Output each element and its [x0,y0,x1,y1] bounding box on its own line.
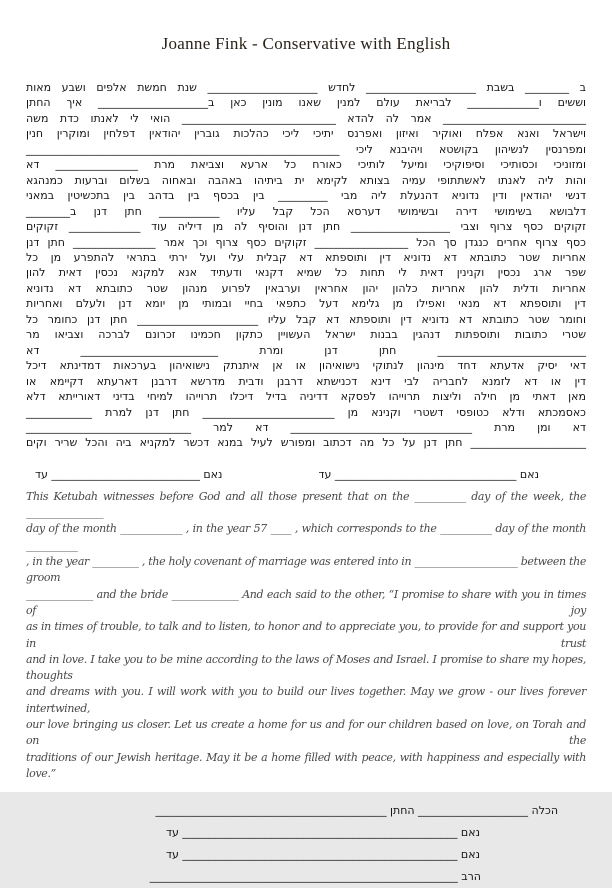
english-line: as in times of trouble, to talk and to listen, to honor and to appreciate you, to provide for and support you in trust [26,620,586,650]
english-line: and in love. I take you to be mine according to the laws of Moses and Israel. I promise to share my hopes, thoughts [26,652,586,683]
hebrew-line: אחריות שטר כתובתא דא נדוניא דין ותוספתא דא קבלית עלי ועל ירתי בתראי להתפרע מן כל [26,250,586,264]
hebrew-line: זקוקים כסף צרוף וצבי __________________ חתן דנן והוסיף לה מן דיליה עוד _____________ זקוקים [26,220,586,234]
english-line: our love bringing us closer. Let us create a home for us and for our children based on love, on Torah and on the [26,718,586,748]
witness-signature-row-2: נאם __________________________________________________ עד [166,848,480,862]
hebrew-line: ___________________________ חתן דנן ומרת _________________________ דא [26,343,586,357]
hebrew-line: וששים ו_____________ לבריאת עולם למנין שאנו מונין כאן ב____________________ איך החתן [26,96,586,110]
hebrew-line: שטרי כתובות ותוספתות דנהגין בבנות ישראל העשויין כתקון חכמינו זכרונם לברכה וצביאו מר [26,328,586,342]
hebrew-line: שפר ארג נכסין וקנינין דאית לי תחות כל שמיא דקנאי ודעתיד אנא למקנא נכסין דאית להון [26,266,586,280]
witness-signature-line-right: נאם _________________________________ עד [318,467,539,481]
hebrew-line: ומזוניכי וכסותיכי וסיפוקיכי ומיעל לותיכי כאורח כל ארעא וצביאת מרת _______________ דא [26,158,586,172]
bride-groom-signature-row: הכלה ____________________ החתן __________________________________________ [155,804,558,818]
english-line: day of the month ____________ , in the year 57 ____ , which corresponds to the __________ day of the month __________ [26,522,586,552]
english-line: traditions of our Jewish heritage. May it be a home filled with peace, with happiness and especially with love.” [26,750,586,780]
hebrew-line: דנשי יהודאין ודין נדוניא דהנעלת ליה מבי _________ בין בכסף בין בדהב בין בתכשיטין במאני [26,189,586,203]
hebrew-line: ב ________ בשבת ____________________ לחדש ____________________ שנת חמשת אלפים ושבע מאות [26,81,586,94]
hebrew-line: כאסמכתא ודלא כטופסי דשטרי וקנינא מן ________________________ חתן דנן למרת ____________ [26,405,586,419]
witness-signature-line-left: נאם ___________________________ עד [35,467,223,481]
hebrew-line: דא ומן מרת _________________________________ דא למר ______________________________ [26,420,586,434]
hebrew-line: _____________________ חתן דנן על כל מה דכתוב ומפורש לעיל במנא דכשר למקניא ביה והכל שריר וקים [26,436,586,450]
english-line: and dreams with you. I will work with you to build our lives together. May we grow - our lives forever intertwined, [26,685,586,715]
hebrew-line: דין ותוספתא דא מנאי ואפילו מן גלימא דעל כתפאי בחיי ובמותי מן יומא דנן ולעלם ואחריות [26,297,586,311]
english-line: _____________ and the bride _____________ And each said to the other, “I promise to share with you in times of joy [26,587,586,617]
hebrew-ketubah-paragraph [26,80,586,451]
hebrew-line: דלבושא בשימושי דירה ובשימושי דערסא הכל קבל עליו ___________ חתן דנן ב________ [26,204,586,218]
hebrew-line: דין או דא לזמנא לחבריה לבי דינא דכנישתא דרבנן ודבית מדרשא דרבנן דארעתא דקיימא או [26,374,586,388]
hebrew-line: ומפרנסין לנשיהון בקושטא ויהיבנא ליכי _________________________________________________________ [26,142,586,156]
document-title: Joanne Fink - Conservative with English [161,34,451,53]
hebrew-line: אחריות ודלית להון אחריות כלהון יהון אחראין וערבאין לפרוע מנהון שטר כתובתא דא נדוניא [26,281,586,295]
witness-signature-row-1: נאם __________________________________________________ עד [166,826,480,840]
hebrew-line: __________________________ אמר לה להדא ____________________________ הואי לי לאנתו כדת משה [26,111,586,125]
hebrew-line: והות ליה לאנתו לאשתתופי עמיה בצותא לקימא ית ביתיהו באהבה ובאחוה בשלום וברעות כמנהגא [26,173,586,187]
hebrew-line: כסף צרוף אחרים כנגדן סך הכל _________________ זקוקים כסף צרוף וכך אמר _______________ חתן דנן [26,235,586,249]
rabbi-signature-row: הרב ________________________________________________________ [149,870,481,884]
hebrew-line: וישראל ואנא אפלח ואוקיר ואיזון ואפרנס יתיכי ליכי כהלכות גוברין יהודאין דפלחין ומוקרין חנין [26,127,586,141]
signature-block [26,800,586,888]
hebrew-line: מאן דאתי מן חילה וליצות תרוייהו לפסקא דדיניה בדיל דיכלו תרוייהו למיחי בדיני דאורייתא דלא [26,390,586,404]
english-line: , in the year _________ , the holy covenant of marriage was entered into in ____________________ between the groom [26,555,586,585]
english-ketubah-paragraph [26,489,586,782]
english-line: This Ketubah witnesses before God and all those present that on the __________ day of the week, the _______________ [26,489,586,520]
hebrew-line: דאי יסיק אדעתא דחד מינהון לנתוקי נישואיהון או אן איתנתק נישואיהון בערכאות דמדינתא דיכל [26,359,586,373]
hebrew-line: וחומר שטר כתובתא דא נדוניא דין ותוספתא דא קבל עליו ______________________ חתן דנן כחומר כל [26,312,586,326]
witness-attestation-row [26,468,586,481]
